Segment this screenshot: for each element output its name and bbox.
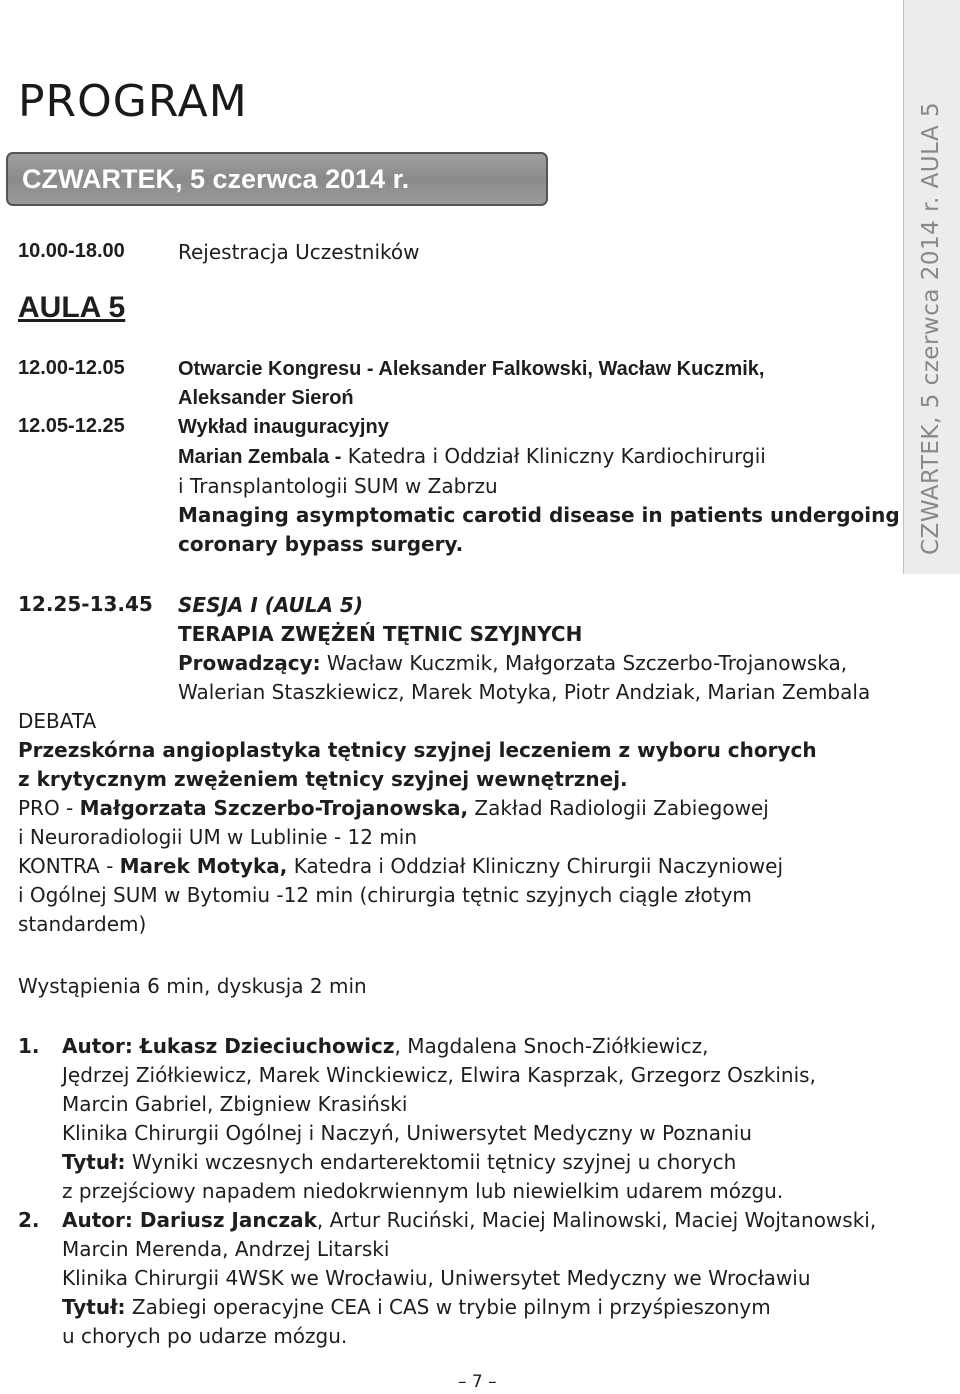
- lecture-heading: Wykład inauguracyjny: [178, 416, 389, 438]
- room-heading: AULA 5: [18, 291, 126, 324]
- session-name: SESJA I (AULA 5): [178, 593, 363, 617]
- chairs-1: Wacław Kuczmik, Małgorzata Szczerbo-Trojanowska,: [320, 651, 848, 675]
- page-number: – 7 –: [458, 1372, 497, 1392]
- title-label: Tytuł:: [62, 1150, 126, 1174]
- contra-affiliation-1: Katedra i Oddział Kliniczny Chirurgii Naczyniowej: [287, 854, 784, 878]
- presentation-2-number: 2.: [18, 1208, 40, 1232]
- contra-affiliation-2: i Ogólnej SUM w Bytomiu -12 min (chirurgia tętnic szyjnych ciągle złotym: [18, 883, 752, 907]
- debate-block: [18, 707, 898, 939]
- debate-question-1: Przezskórna angioplastyka tętnicy szyjnej leczeniem z wyboru chorych: [18, 738, 817, 762]
- opening-line-1: Otwarcie Kongresu - Aleksander Falkowski, Wacław Kuczmik,: [178, 358, 765, 380]
- institution: Klinika Chirurgii Ogólnej i Naczyń, Uniwersytet Medyczny w Poznaniu: [62, 1121, 752, 1145]
- opening-text: [178, 355, 764, 413]
- author-label: Autor:: [62, 1208, 133, 1232]
- institution: Klinika Chirurgii 4WSK we Wrocławiu, Uniwersytet Medyczny we Wrocławiu: [62, 1266, 811, 1290]
- pro-prefix: PRO -: [18, 796, 80, 820]
- lecture-affiliation-2: i Transplantologii SUM w Zabrzu: [178, 474, 498, 498]
- session-block: [178, 591, 870, 707]
- side-tab-label: CZWARTEK, 5 czerwca 2014 r. AULA 5: [918, 101, 944, 555]
- title-label: Tytuł:: [62, 1295, 126, 1319]
- debate-question-2: z krytycznym zwężeniem tętnicy szyjnej wewnętrznej.: [18, 767, 628, 791]
- presentation-1-number: 1.: [18, 1034, 40, 1058]
- opening-line-2: Aleksander Sieroń: [178, 387, 354, 409]
- presentation-1: [62, 1032, 902, 1206]
- session-chairs-line: [178, 649, 870, 678]
- pro-affiliation-2: i Neuroradiologii UM w Lublinie - 12 min: [18, 825, 418, 849]
- lecture-block: [178, 413, 900, 559]
- opening-time: 12.00-12.05: [18, 357, 125, 379]
- day-banner: CZWARTEK, 5 czerwca 2014 r.: [6, 152, 548, 206]
- lecture-title-1: Managing asymptomatic carotid disease in patients undergoing: [178, 503, 900, 527]
- session-time: 12.25-13.45: [18, 592, 153, 616]
- title-2: z przejściowy napadem niedokrwiennym lub niewielkim udarem mózgu.: [62, 1179, 784, 1203]
- registration-text: Rejestracja Uczestników: [178, 240, 420, 264]
- authors-1: , Magdalena Snoch-Ziółkiewicz,: [394, 1034, 709, 1058]
- contra-name: Marek Motyka,: [119, 854, 288, 878]
- timing-note: Wystąpienia 6 min, dyskusja 2 min: [18, 974, 367, 998]
- presentation-1-authors-line: [62, 1032, 902, 1061]
- lecture-speaker-line: [178, 442, 900, 472]
- authors-3: Marcin Gabriel, Zbigniew Krasiński: [62, 1092, 408, 1116]
- lead-author: Łukasz Dzieciuchowicz: [132, 1034, 395, 1058]
- title-1: Zabiegi operacyjne CEA i CAS w trybie pilnym i przyśpieszonym: [125, 1295, 771, 1319]
- side-tab: [903, 0, 960, 574]
- lead-author: Dariusz Janczak: [132, 1208, 317, 1232]
- authors-1: , Artur Ruciński, Maciej Malinowski, Maciej Wojtanowski,: [316, 1208, 877, 1232]
- pro-name: Małgorzata Szczerbo-Trojanowska,: [79, 796, 469, 820]
- presentation-2: [62, 1206, 902, 1351]
- lecture-title-2: coronary bypass surgery.: [178, 532, 464, 556]
- debate-pro-line: [18, 794, 898, 823]
- contra-prefix: KONTRA -: [18, 854, 120, 878]
- author-label: Autor:: [62, 1034, 133, 1058]
- lecture-time: 12.05-12.25: [18, 415, 125, 437]
- presentation-1-title-line: [62, 1148, 902, 1177]
- presentation-2-title-line: [62, 1293, 902, 1322]
- page-title: PROGRAM: [18, 76, 248, 127]
- title-2: u chorych po udarze mózgu.: [62, 1324, 348, 1348]
- presentation-2-authors-line: [62, 1206, 902, 1235]
- contra-affiliation-3: standardem): [18, 912, 147, 936]
- debate-contra-line: [18, 852, 898, 881]
- authors-2: Marcin Merenda, Andrzej Litarski: [62, 1237, 390, 1261]
- chairs-2: Walerian Staszkiewicz, Marek Motyka, Piotr Andziak, Marian Zembala: [178, 680, 871, 704]
- lecture-speaker: Marian Zembala -: [178, 446, 342, 468]
- debate-label: DEBATA: [18, 709, 97, 733]
- chairs-label: Prowadzący:: [178, 651, 321, 675]
- registration-time: 10.00-18.00: [18, 240, 125, 262]
- session-topic: TERAPIA ZWĘŻEŃ TĘTNIC SZYJNYCH: [178, 622, 583, 646]
- lecture-affiliation-1: Katedra i Oddział Kliniczny Kardiochirurgii: [341, 444, 766, 468]
- authors-2: Jędrzej Ziółkiewicz, Marek Winckiewicz, Elwira Kasprzak, Grzegorz Oszkinis,: [62, 1063, 816, 1087]
- pro-affiliation-1: Zakład Radiologii Zabiegowej: [468, 796, 769, 820]
- title-1: Wyniki wczesnych endarterektomii tętnicy szyjnej u chorych: [125, 1150, 737, 1174]
